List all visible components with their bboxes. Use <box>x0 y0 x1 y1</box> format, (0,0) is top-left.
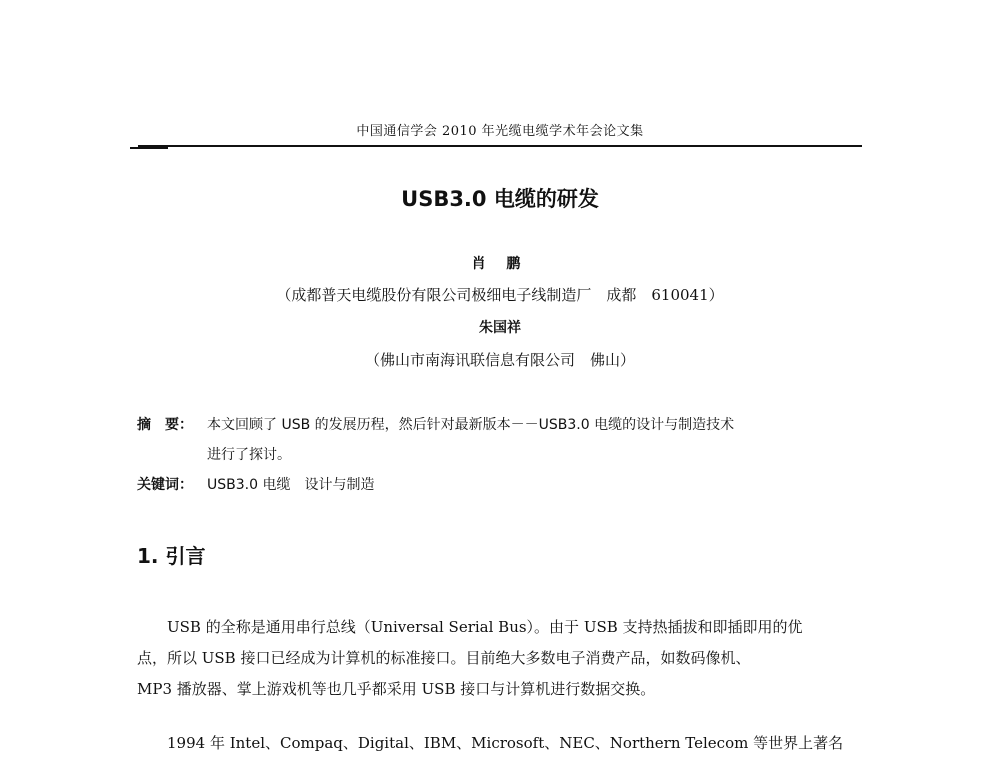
keywords-label: 关键词： <box>137 477 193 493</box>
keywords-text: USB3.0 电缆 设计与制造 <box>207 477 375 493</box>
running-header: 中国通信学会 2010 年光缆电缆学术年会论文集 <box>356 124 644 139</box>
paragraph-line: 点，所以 USB 接口已经成为计算机的标准接口。目前绝大多数电子消费产品，如数码像机、 <box>137 649 751 667</box>
abstract-text <box>207 410 867 470</box>
keywords-row <box>137 470 867 500</box>
abstract-row <box>137 410 867 470</box>
header-rule <box>138 145 862 147</box>
author-affiliation-1: （成都普天电缆股份有限公司极细电子线制造厂 成都 610041） <box>276 286 724 304</box>
author-affiliation-2: （佛山市南海讯联信息有限公司 佛山） <box>364 351 635 369</box>
paper-title: USB3.0 电缆的研发 <box>401 187 599 211</box>
body-paragraph-2 <box>137 728 865 759</box>
abstract-block <box>137 410 867 500</box>
author-name-2: 朱国祥 <box>479 320 521 336</box>
paragraph-line: MP3 播放器、掌上游戏机等也几乎都采用 USB 接口与计算机进行数据交换。 <box>137 680 656 698</box>
body-paragraph-1 <box>137 612 865 705</box>
abstract-label: 摘 要： <box>137 417 193 433</box>
header-rule-dash <box>130 147 168 149</box>
abstract-line-1: 本文回顾了 USB 的发展历程，然后针对最新版本－－USB3.0 电缆的设计与制造技术 <box>207 417 735 433</box>
section-heading: 1. 引言 <box>137 544 206 568</box>
paragraph-line: USB 的全称是通用串行总线（Universal Serial Bus）。由于 USB 支持热插拔和即插即用的优 <box>167 618 803 636</box>
author-name-1: 肖 鹏 <box>471 256 529 272</box>
paragraph-line: 1994 年 Intel、Compaq、Digital、IBM、Microsoft、NEC、Northern Telecom 等世界上著名 <box>167 734 844 752</box>
abstract-line-2: 进行了探讨。 <box>207 447 291 463</box>
